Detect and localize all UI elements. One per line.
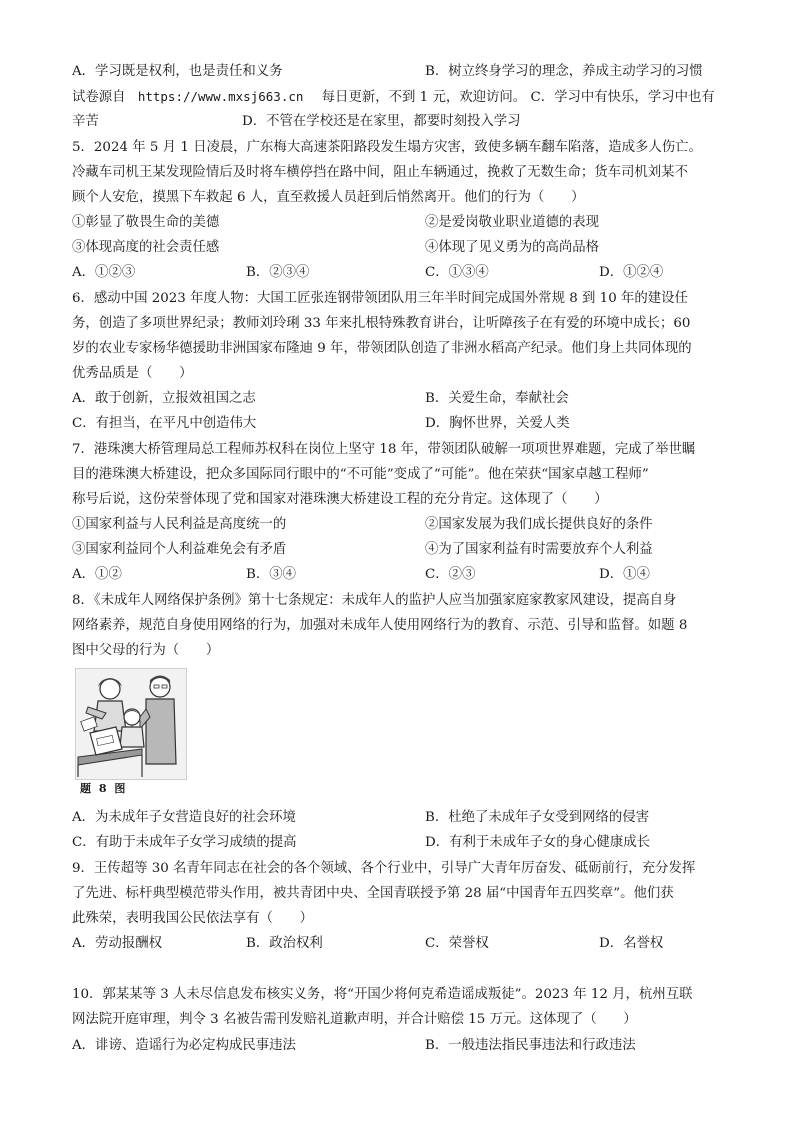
q6-stem-line: 岁的农业专家杨华德援助非洲国家布隆迪 9 年，带领团队创造了非洲水稻高产纪录。他们身上共同体现的 (72, 341, 692, 356)
source-label: 试卷源自 (72, 90, 126, 105)
q6-option-a[interactable]: A．敢于创新，立报效祖国之志 (72, 391, 256, 406)
q5-choices (72, 262, 722, 284)
q4-options-row2 (72, 86, 722, 108)
source-url[interactable]: https://www.mxsj663.cn (137, 89, 304, 104)
q6-options-row2 (72, 413, 722, 435)
q6-stem-line: 务，创造了多项世界纪录；教师刘玲琍 33 年来扎根特殊教育讲台，让听障孩子在有爱的环境中成长；60 (72, 316, 691, 331)
q8-illustration (75, 668, 187, 780)
q5-choice-a[interactable]: A．①②③ (72, 265, 136, 280)
q6-option-c[interactable]: C．有担当，在平凡中创造伟大 (72, 416, 257, 431)
q5-stem-line: 顾个人安危，摸黑下车救起 6 人，直至救援人员赶到后悄然离开。他们的行为（ ） (72, 190, 585, 205)
q7-statements-row2 (72, 539, 722, 561)
source-notice: 每日更新，不到 1 元，欢迎访问。 (321, 90, 527, 105)
family-computer-illustration (76, 669, 186, 779)
q5-statement-2: ②是爱岗敬业职业道德的表现 (425, 215, 600, 230)
q8-stem-line: 图中父母的行为（ ） (72, 643, 220, 658)
q5-statements-row2 (72, 237, 722, 259)
figure-caption: 题 8 图 (80, 782, 128, 795)
q7-stem-line: 称号后说，这份荣誉体现了党和国家对港珠澳大桥建设工程的充分肯定。这体现了（ ） (72, 492, 608, 507)
q6-stem-line: 优秀品质是（ ） (72, 366, 193, 381)
q9-choice-c[interactable]: C．荣誉权 (425, 936, 489, 951)
q7-choice-a[interactable]: A．①② (72, 567, 122, 582)
q7-choices (72, 564, 722, 586)
q6-option-d[interactable]: D．胸怀世界，关爱人类 (425, 416, 570, 431)
q9-stem-line: 9．王传超等 30 名青年同志在社会的各个领域、各个行业中，引导广大青年厉奋发、砥砺前行，充分发挥 (72, 861, 696, 876)
q8-option-d[interactable]: D．有利于未成年子女的身心健康成长 (425, 835, 650, 850)
q6-option-b[interactable]: B．关爱生命，奉献社会 (425, 391, 569, 406)
q5-choice-b[interactable]: B．②③④ (246, 265, 310, 280)
q7-stem-line: 目的港珠澳大桥建设，把众多国际同行眼中的“不可能”变成了“可能”。他在荣获“国家卓越工程师” (72, 467, 649, 482)
q9-stem-line: 此殊荣，表明我国公民依法享有（ ） (72, 911, 314, 926)
q9-choice-d[interactable]: D．名誉权 (599, 936, 664, 951)
q5-statements-row1 (72, 212, 722, 234)
q8-option-c[interactable]: C．有助于未成年子女学习成绩的提高 (72, 835, 297, 850)
q4-option-a: A．学习既是权利，也是责任和义务 (72, 64, 283, 79)
q9-choices (72, 933, 722, 955)
q7-choice-c[interactable]: C．②③ (425, 567, 476, 582)
q10-options-row1 (72, 1035, 722, 1057)
q5-statement-4: ④体现了见义勇为的高尚品格 (425, 240, 600, 255)
q9-choice-a[interactable]: A．劳动报酬权 (72, 936, 163, 951)
q7-statement-1: ①国家利益与人民利益是高度统一的 (72, 517, 287, 532)
q8-stem-line: 8．《未成年人网络保护条例》第十七条规定：未成年人的监护人应当加强家庭家教家风建设，提高自身 (72, 593, 677, 608)
q8-option-b[interactable]: B．杜绝了未成年子女受到网络的侵害 (425, 810, 650, 825)
q8-stem-line: 网络素养，规范自身使用网络的行为，加强对未成年人使用网络行为的教育、示范、引导和监督。如题 8 (72, 618, 688, 633)
q7-stem-line: 7．港珠澳大桥管理局总工程师苏权科在岗位上坚守 18 年，带领团队破解一项项世界难题，完成了举世瞩 (72, 442, 696, 457)
q10-option-a[interactable]: A．诽谤、造谣行为必定构成民事违法 (72, 1038, 296, 1053)
q8-options-row1 (72, 807, 722, 829)
q4-options-row3 (72, 111, 722, 133)
q5-choice-d[interactable]: D．①②④ (599, 265, 664, 280)
q9-stem-line: 了先进、标杆典型模范带头作用，被共青团中央、全国青联授予第 28 届“中国青年五四奖章”。他们获 (72, 886, 674, 901)
q8-options-row2 (72, 832, 722, 854)
q4-option-d: D．不管在学校还是在家里，都要时刻投入学习 (242, 114, 521, 129)
q7-choice-d[interactable]: D．①④ (599, 567, 650, 582)
q10-option-b[interactable]: B．一般违法指民事违法和行政违法 (425, 1038, 636, 1053)
q6-stem-line: 6．感动中国 2023 年度人物：大国工匠张连钢带领团队用三年半时间完成国外常规 8 到 10 年的建设任 (72, 291, 688, 306)
q5-stem-line: 冷藏车司机王某发现险情后及时将车横停挡在路中间，阻止车辆通过，挽救了无数生命；货车司机刘某不 (72, 165, 688, 180)
q4-options-row1 (72, 61, 722, 83)
q4-option-c: C．学习中有快乐，学习中也有 (530, 90, 715, 105)
q5-choice-c[interactable]: C．①③④ (425, 265, 489, 280)
q7-statement-2: ②国家发展为我们成长提供良好的条件 (425, 517, 653, 532)
q10-stem-line: 网法院开庭审理，判令 3 名被告需刊发赔礼道歉声明，并合计赔偿 15 万元。这体现了（ ） (72, 1012, 637, 1027)
q4-option-b: B．树立终身学习的理念，养成主动学习的习惯 (425, 64, 703, 79)
q5-statement-1: ①彰显了敬畏生命的美德 (72, 215, 220, 230)
q7-statements-row1 (72, 514, 722, 536)
q7-statement-3: ③国家利益同个人利益难免会有矛盾 (72, 542, 287, 557)
q4-option-c-cont: 辛苦 (72, 114, 99, 129)
q5-statement-3: ③体现高度的社会责任感 (72, 240, 220, 255)
q7-choice-b[interactable]: B．③④ (246, 567, 297, 582)
q6-options-row1 (72, 388, 722, 410)
q10-stem-line: 10．郭某某等 3 人未尽信息发布核实义务，将“开国少将何克希造谣成叛徒”。2023 年 12 月，杭州互联 (72, 987, 693, 1002)
q9-choice-b[interactable]: B．政治权利 (246, 936, 323, 951)
q5-stem-line: 5．2024 年 5 月 1 日凌晨，广东梅大高速茶阳路段发生塌方灾害，致使多辆车翻车陷落，造成多人伤亡。 (72, 140, 702, 155)
q8-option-a[interactable]: A．为未成年子女营造良好的社会环境 (72, 810, 296, 825)
q7-statement-4: ④为了国家利益有时需要放弃个人利益 (425, 542, 653, 557)
